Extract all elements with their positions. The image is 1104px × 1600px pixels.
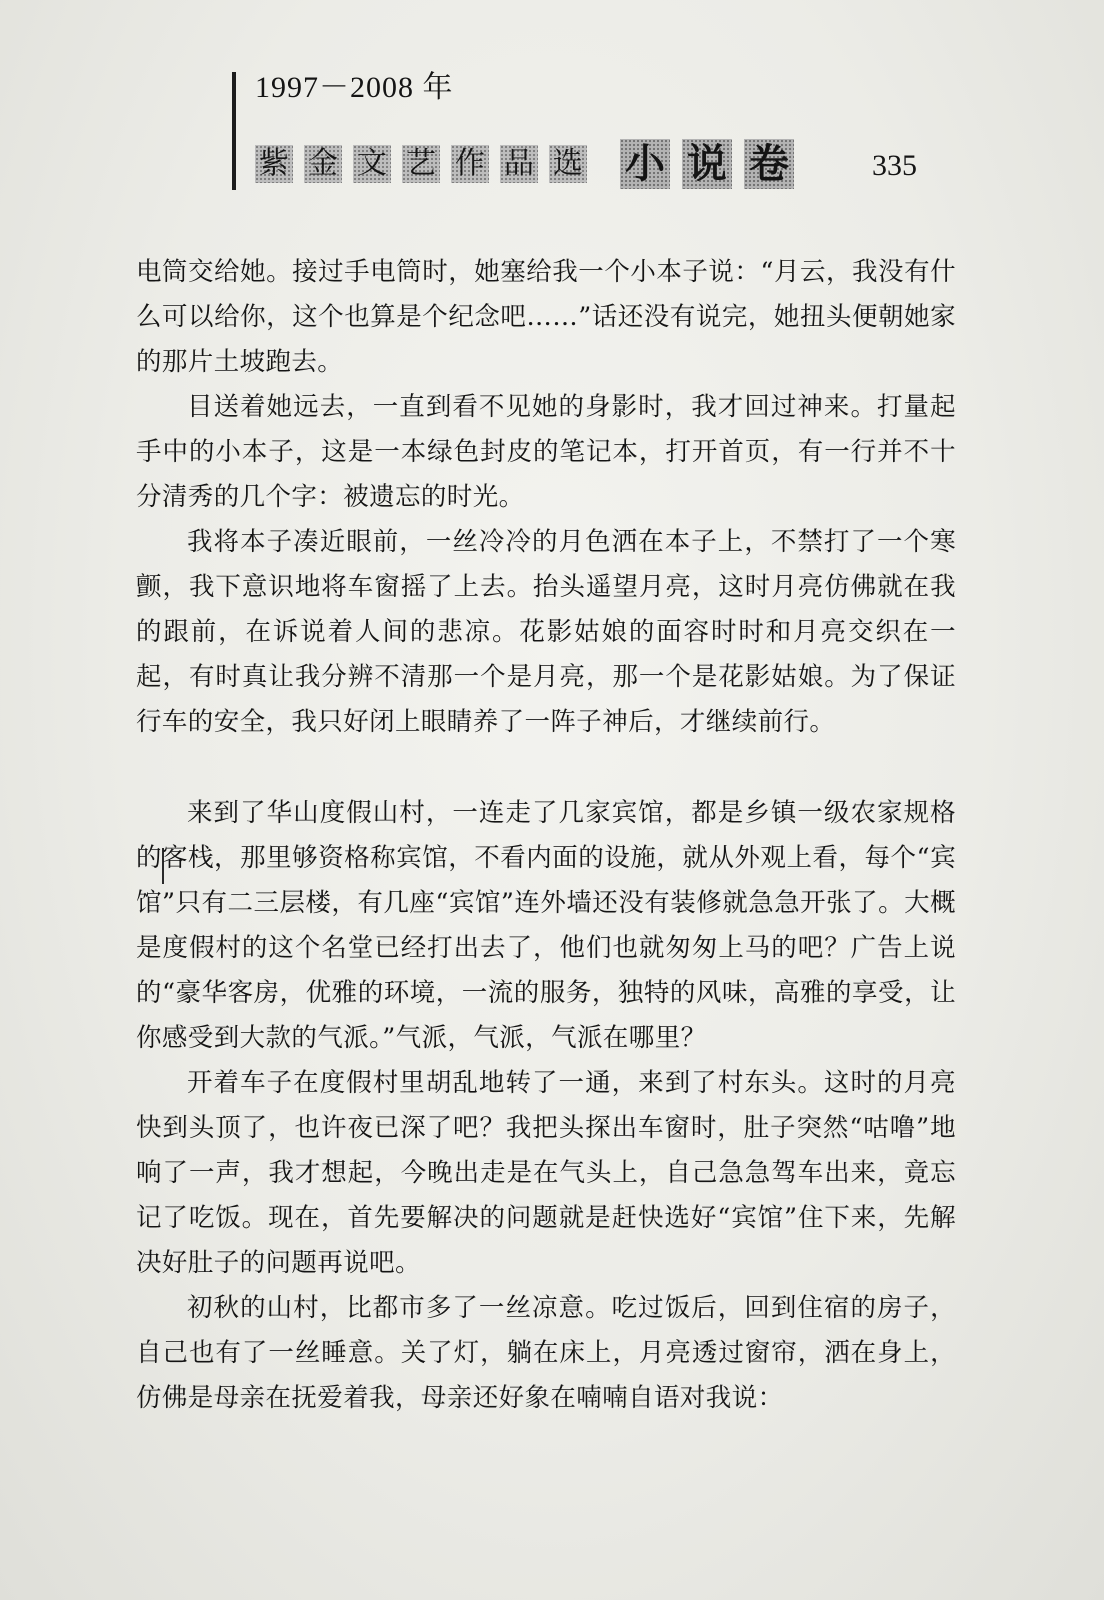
section-break bbox=[136, 745, 956, 791]
header-series-title bbox=[255, 142, 806, 186]
series-title-char: 文 bbox=[353, 145, 391, 183]
header-vertical-rule bbox=[232, 72, 236, 190]
series-title-char: 作 bbox=[451, 145, 489, 183]
volume-title-char: 说 bbox=[682, 139, 732, 189]
paragraph: 开着车子在度假村里胡乱地转了一通，来到了村东头。这时的月亮快到头顶了，也许夜已深了吧？我把头探出车窗时，肚子突然“咕噜”地响了一声，我才想起，今晚出走是在气头上，自己急急驾车出来，竟忘记了吃饭。现在，首先要解决的问题就是赶快选好“宾馆”住下来，先解决好肚子的问题再说吧。 bbox=[136, 1068, 956, 1278]
series-title-char: 紫 bbox=[255, 145, 293, 183]
header-years: 1997－2008 年 bbox=[255, 71, 454, 104]
paragraph: 来到了华山度假山村，一连走了几家宾馆，都是乡镇一级农家规格的客栈，那里够资格称宾馆，不看内面的设施，就从外观上看，每个“宾馆”只有二三层楼，有几座“宾馆”连外墙还没有装修就急急开张了。大概是度假村的这个名堂已经打出去了，他们也就匆匆上马的吧？广告上说的“豪华客房，优雅的环境，一流的服务，独特的风味，高雅的享受，让你感受到大款的气派。”气派，气派，气派在哪里？ bbox=[136, 798, 956, 1053]
paragraph: 电筒交给她。接过手电筒时，她塞给我一个小本子说：“月云，我没有什么可以给你，这个也算是个纪念吧……”话还没有说完，她扭头便朝她家的那片土坡跑去。 bbox=[136, 257, 956, 377]
series-title-char: 金 bbox=[304, 145, 342, 183]
paragraph: 我将本子凑近眼前，一丝冷冷的月色洒在本子上，不禁打了一个寒颤，我下意识地将车窗摇了上去。抬头遥望月亮，这时月亮仿佛就在我的跟前，在诉说着人间的悲凉。花影姑娘的面容时时和月亮交织在一起，有时真让我分辨不清那一个是月亮，那一个是花影姑娘。为了保证行车的安全，我只好闭上眼睛养了一阵子神后，才继续前行。 bbox=[136, 527, 956, 737]
volume-title-char: 卷 bbox=[744, 139, 794, 189]
paragraph: 初秋的山村，比都市多了一丝凉意。吃过饭后，回到住宿的房子，自己也有了一丝睡意。关了灯，躺在床上，月亮透过窗帘，洒在身上，仿佛是母亲在抚爱着我，母亲还好象在喃喃自语对我说： bbox=[136, 1293, 956, 1413]
volume-title-char: 小 bbox=[620, 139, 670, 189]
body-text bbox=[136, 250, 956, 1421]
series-title-char: 艺 bbox=[402, 145, 440, 183]
paragraph: 目送着她远去，一直到看不见她的身影时，我才回过神来。打量起手中的小本子，这是一本绿色封皮的笔记本，打开首页，有一行并不十分清秀的几个字：被遗忘的时光。 bbox=[136, 392, 956, 512]
page-number: 335 bbox=[872, 149, 917, 182]
volume-title bbox=[620, 139, 806, 189]
series-title-char: 选 bbox=[549, 145, 587, 183]
series-title-char: 品 bbox=[500, 145, 538, 183]
